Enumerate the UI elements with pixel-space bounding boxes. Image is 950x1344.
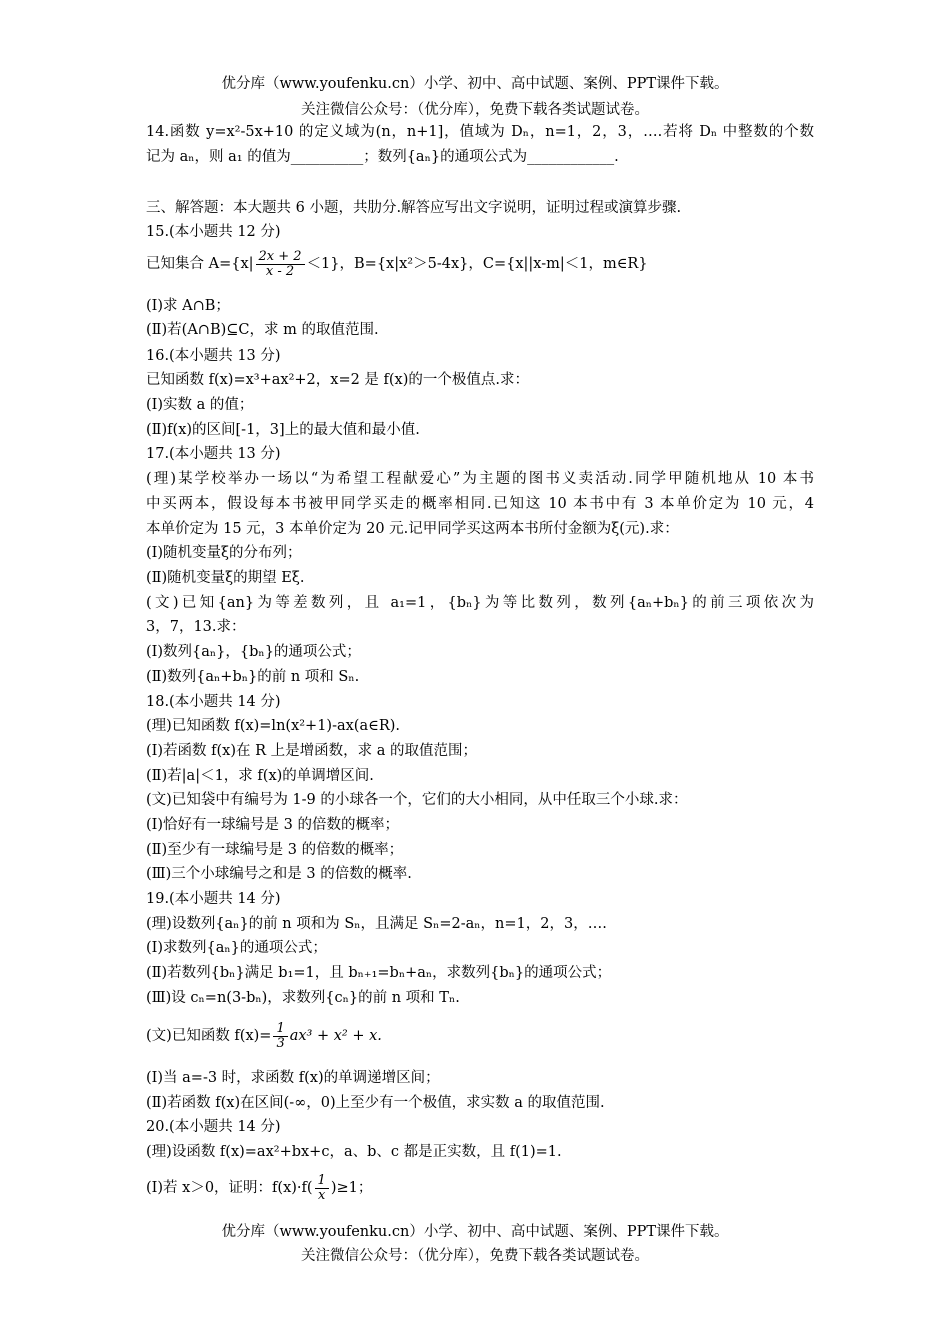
q17-wen-part-2: (Ⅱ)数列{aₙ+bₙ}的前 n 项和 Sₙ. — [146, 669, 360, 685]
q20-part-1-a: (Ⅰ)若 x＞0，证明：f(x)·f( — [146, 1180, 313, 1196]
q20-frac-num: 1 — [315, 1174, 329, 1189]
q17-wen-line-1: (文)已知{an}为等差数列，且 a₁=1，{bₙ}为等比数列，数列{aₙ+bₙ}的前三项依次为 — [146, 595, 814, 611]
q18-wen-part-1: (Ⅰ)恰好有一球编号是 3 的倍数的概率； — [146, 817, 399, 833]
q18-wen-part-3: (Ⅲ)三个小球编号之和是 3 的倍数的概率. — [146, 866, 412, 882]
q15-stem-b: ＜1}，B={x|x²＞5-4x}，C={x||x-m|＜1，m∈R} — [306, 256, 648, 272]
header-line-1: 优分库（www.youfenku.cn）小学、初中、高中试题、案例、PPT课件下载。 — [221, 76, 729, 92]
section-3-heading: 三、解答题：本大题共 6 小题，共肋分.解答应写出文字说明，证明过程或演算步骤. — [146, 200, 682, 216]
q20-frac-den: x — [318, 1187, 326, 1203]
q19-wen-part-1: (Ⅰ)当 a=-3 时，求函数 f(x)的单调递增区间； — [146, 1070, 440, 1086]
q17-title: 17.(本小题共 13 分) — [146, 446, 281, 462]
q15-stem — [146, 246, 814, 282]
q16-stem: 已知函数 f(x)=x³+ax²+2，x=2 是 f(x)的一个极值点.求： — [146, 372, 530, 388]
q20-li-stem: (理)设函数 f(x)=ax²+bx+c，a、b、c 都是正实数，且 f(1)=1. — [146, 1144, 562, 1160]
q17-li-part-1: (Ⅰ)随机变量ξ的分布列； — [146, 545, 302, 561]
q19-wen-stem — [146, 1018, 814, 1054]
q18-wen-stem: (文)已知袋中有编号为 1-9 的小球各一个，它们的大小相同，从中任取三个小球.求： — [146, 792, 688, 808]
q17-li-part-2: (Ⅱ)随机变量ξ的期望 Eξ. — [146, 570, 305, 586]
header-line-2: 关注微信公众号：（优分库），免费下载各类试题试卷。 — [301, 102, 649, 118]
q15-title: 15.(本小题共 12 分) — [146, 224, 281, 240]
footer-line-1: 优分库（www.youfenku.cn）小学、初中、高中试题、案例、PPT课件下载。 — [221, 1224, 729, 1240]
q19-li-part-2: (Ⅱ)若数列{bₙ}满足 b₁=1，且 bₙ₊₁=bₙ+aₙ，求数列{bₙ}的通项公式； — [146, 965, 612, 981]
q15-frac-num: 2x + 2 — [256, 250, 305, 265]
q19-li-stem: (理)设数列{aₙ}的前 n 项和为 Sₙ，且满足 Sₙ=2-aₙ，n=1，2，3，…. — [146, 916, 607, 932]
q16-part-1: (Ⅰ)实数 a 的值； — [146, 397, 254, 413]
q18-li-stem: (理)已知函数 f(x)=ln(x²+1)-ax(a∈R). — [146, 718, 401, 734]
q15-stem-a: 已知集合 A={x| — [146, 256, 254, 272]
q19-wen-b: ax³ + x² + x. — [289, 1028, 382, 1044]
q17-li-line-2: 中买两本，假设每本书被甲同学买走的概率相同.已知这 10 本书中有 3 本单价定为 10 元，4 — [146, 496, 814, 512]
q18-wen-part-2: (Ⅱ)至少有一球编号是 3 的倍数的概率； — [146, 842, 404, 858]
q16-part-2: (Ⅱ)f(x)的区间[-1，3]上的最大值和最小值. — [146, 422, 420, 438]
q19-wen-part-2: (Ⅱ)若函数 f(x)在区间(-∞，0)上至少有一个极值，求实数 a 的取值范围. — [146, 1095, 605, 1111]
q20-fraction — [315, 1174, 329, 1203]
q19-fraction — [273, 1022, 287, 1051]
footer-line-2: 关注微信公众号：（优分库），免费下载各类试题试卷。 — [301, 1248, 649, 1264]
q18-title: 18.(本小题共 14 分) — [146, 694, 281, 710]
q20-part-1 — [146, 1170, 814, 1206]
q19-frac-den: 3 — [276, 1035, 285, 1051]
q17-li-line-3: 本单价定为 15 元，3 本单价定为 20 元.记甲同学买这两本书所付金额为ξ(元).求： — [146, 521, 679, 537]
q15-part-2: (Ⅱ)若(A∩B)⊆C，求 m 的取值范围. — [146, 322, 379, 338]
q15-fraction — [256, 250, 305, 279]
q19-wen-a: (文)已知函数 f(x)= — [146, 1028, 272, 1044]
q20-part-1-b: )≥1； — [330, 1180, 373, 1196]
q19-li-part-3: (Ⅲ)设 cₙ=n(3-bₙ)，求数列{cₙ}的前 n 项和 Tₙ. — [146, 990, 460, 1006]
q19-title: 19.(本小题共 14 分) — [146, 891, 281, 907]
q19-frac-num: 1 — [273, 1022, 287, 1037]
q15-frac-den: x - 2 — [265, 263, 295, 279]
q20-title: 20.(本小题共 14 分) — [146, 1119, 281, 1135]
q15-part-1: (Ⅰ)求 A∩B； — [146, 298, 230, 314]
q17-li-line-1: (理)某学校举办一场以“为希望工程献爱心”为主题的图书义卖活动.同学甲随机地从 10 本书 — [146, 471, 814, 487]
q19-li-part-1: (Ⅰ)求数列{aₙ}的通项公式； — [146, 940, 327, 956]
q17-wen-part-1: (Ⅰ)数列{aₙ}，{bₙ}的通项公式； — [146, 644, 361, 660]
q18-li-part-2: (Ⅱ)若|a|＜1，求 f(x)的单调增区间. — [146, 768, 374, 784]
q14-line-1: 14.函数 y=x²-5x+10 的定义域为(n，n+1]，值域为 Dₙ，n=1，2，3，….若将 Dₙ 中整数的个数 — [146, 124, 814, 140]
q14-line-2: 记为 aₙ，则 a₁ 的值为__________；数列{aₙ}的通项公式为____________. — [146, 149, 619, 165]
q16-title: 16.(本小题共 13 分) — [146, 348, 281, 364]
q17-wen-line-2: 3，7，13.求： — [146, 619, 246, 635]
q18-li-part-1: (Ⅰ)若函数 f(x)在 R 上是增函数，求 a 的取值范围； — [146, 743, 478, 759]
